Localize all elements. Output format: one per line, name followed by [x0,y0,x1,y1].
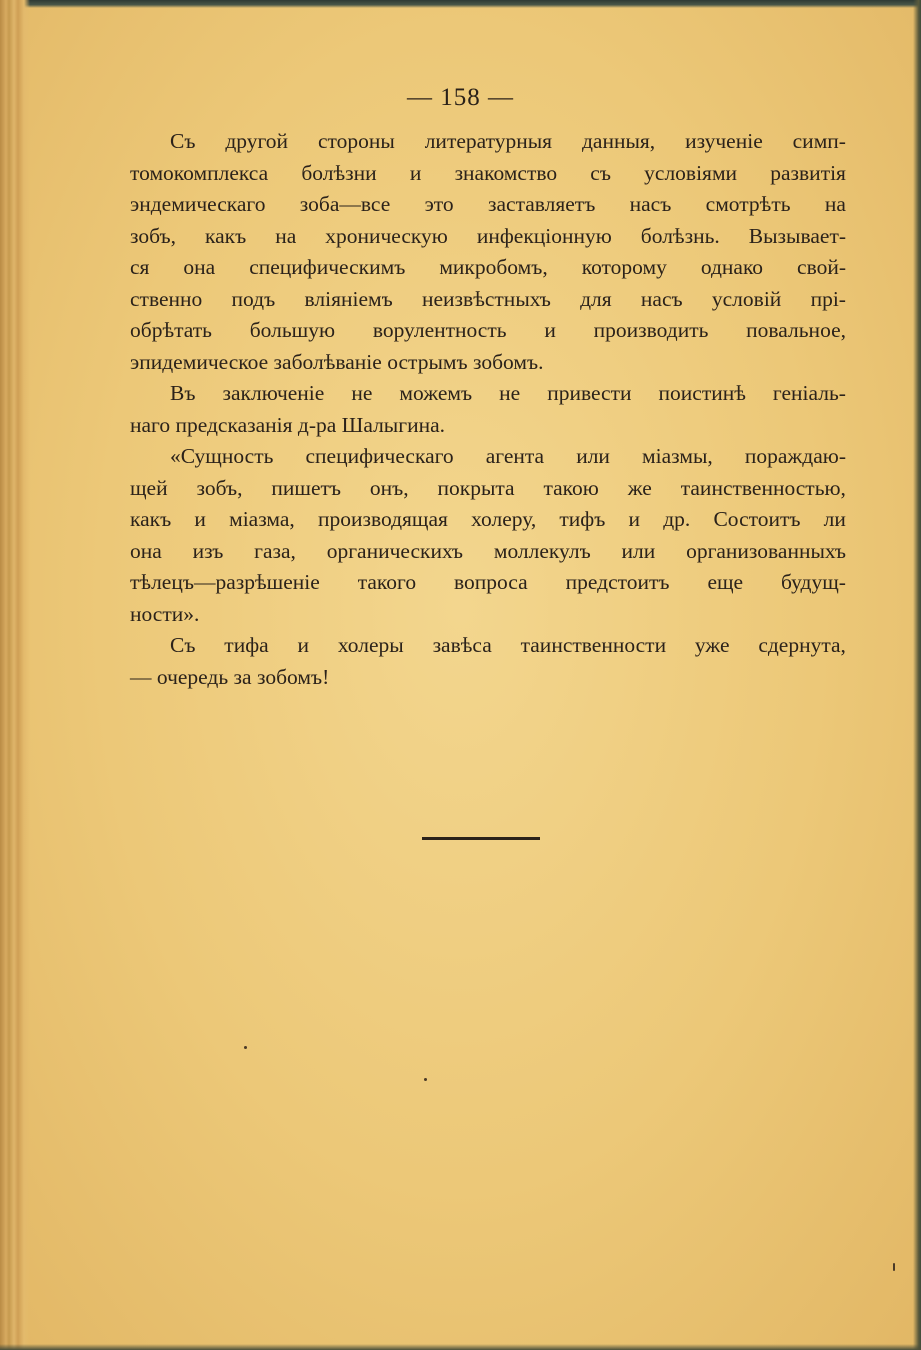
page-number: — 158 — [407,84,514,111]
text-line: томокомплекса болѣзни и знакомство съ условіями развитія [130,160,846,185]
end-rule [422,837,540,840]
text-line: ственно подъ вліяніемъ неизвѣстныхъ для насъ условій прі- [130,286,846,311]
page-bottom-edge [0,1344,921,1350]
text-line: ности». [130,601,200,626]
text-line: она изъ газа, органическихъ моллекулъ или организованныхъ [130,538,846,563]
text-line: тѣлецъ—разрѣшеніе такого вопроса предстоитъ еще будущ- [130,570,846,594]
paragraph-2 [130,378,846,441]
paragraph-3-quote [130,441,846,630]
page-binding-edge [0,0,30,1350]
text-line: — очередь за зобомъ! [130,664,330,689]
text-line: какъ и міазма, производящая холеру, тифъ и др. Состоитъ ли [130,507,846,531]
page-top-edge [0,0,921,8]
paper-mark [893,1263,895,1271]
paper-speck [244,1046,247,1049]
text-line: ся она специфическимъ микробомъ, которому однако свой- [130,255,846,279]
text-line: Съ тифа и холеры завѣса таинственности уже сдернута, [170,633,846,657]
text-line: обрѣтать большую ворулентность и производить повальное, [130,318,846,342]
paragraph-1 [130,126,846,378]
paper-speck [424,1078,427,1081]
paragraph-4 [130,630,846,693]
page-right-edge [913,0,921,1350]
text-line: Въ заключеніе не можемъ не привести поистинѣ геніаль- [170,381,846,405]
text-line: наго предсказанія д-ра Шалыгина. [130,412,446,437]
text-line: эндемическаго зоба—все это заставляетъ насъ смотрѣть на [130,192,846,216]
text-line: щей зобъ, пишетъ онъ, покрыта такою же таинственностью, [130,475,846,500]
text-line: «Сущность специфическаго агента или міазмы, пораждаю- [170,444,846,468]
text-line: эпидемическое заболѣваніе острымъ зобомъ. [130,349,544,374]
text-line: зобъ, какъ на хроническую инфекціонную болѣзнь. Вызывает- [130,223,846,248]
text-line: Съ другой стороны литературныя данныя, изученіе симп- [170,129,846,153]
body-text [130,126,846,693]
